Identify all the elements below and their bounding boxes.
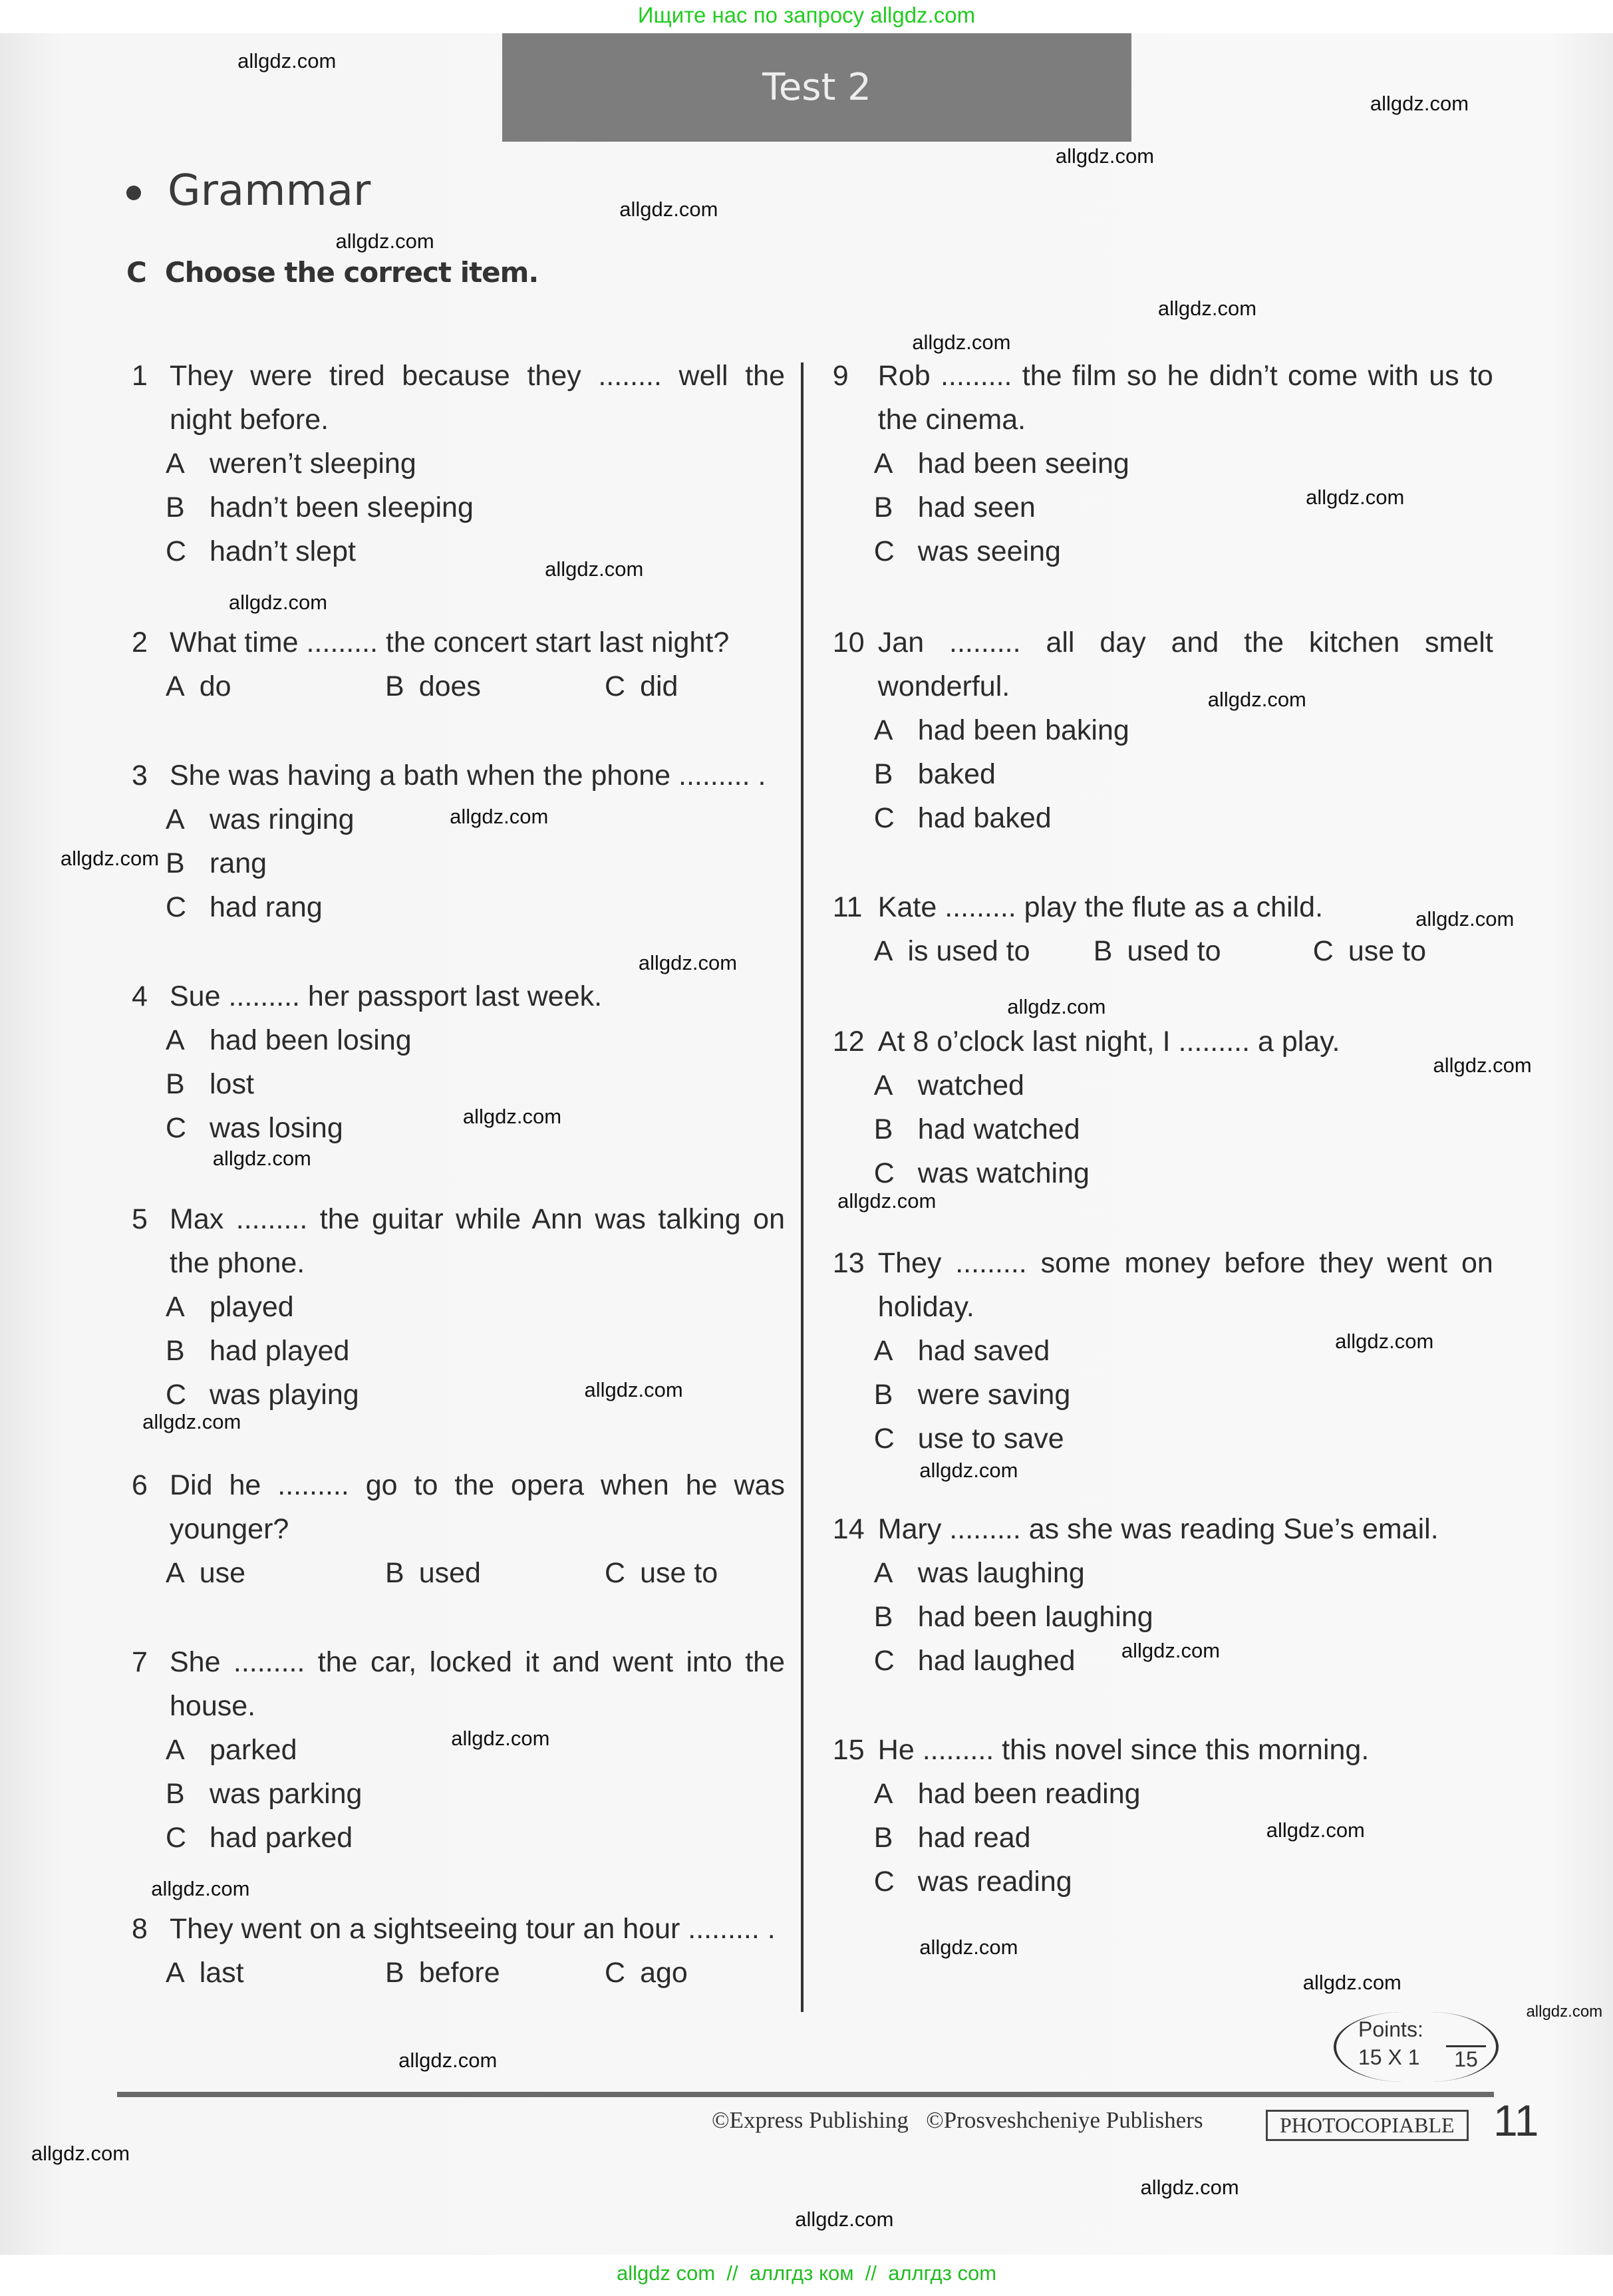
option-b[interactable] xyxy=(166,1772,785,1816)
watermark: allgdz.com xyxy=(60,847,160,871)
question-number: 5 xyxy=(132,1203,148,1235)
option-text: does xyxy=(418,670,481,702)
option-text: hadn’t slept xyxy=(210,535,356,568)
option-letter: C xyxy=(166,1378,187,1411)
question-number: 1 xyxy=(132,360,148,392)
photocopiable-badge: PHOTOCOPIABLE xyxy=(1266,2110,1469,2141)
watermark: allgdz.com xyxy=(228,591,328,615)
option-letter: B xyxy=(1093,935,1113,967)
option-c[interactable] xyxy=(873,529,1493,573)
option-a[interactable] xyxy=(873,708,1493,752)
option-a[interactable] xyxy=(873,1772,1493,1816)
option-letter: A xyxy=(166,1956,185,1989)
watermark: allgdz.com xyxy=(1157,297,1257,321)
bullet-icon xyxy=(126,186,141,200)
option-text: rang xyxy=(210,847,267,879)
option-text: was laughing xyxy=(917,1557,1085,1589)
option-letter: B xyxy=(166,847,185,879)
option-letter: C xyxy=(605,1557,626,1589)
option-letter: A xyxy=(166,803,185,835)
option-text: had been losing xyxy=(210,1024,412,1057)
option-text: had seen xyxy=(917,492,1036,524)
watermark: allgdz.com xyxy=(151,1877,250,1901)
option-b[interactable] xyxy=(873,1816,1493,1860)
option-b[interactable] xyxy=(873,1595,1493,1639)
option-letter: A xyxy=(166,448,185,480)
option-letter: B xyxy=(873,1601,893,1633)
option-c[interactable] xyxy=(605,664,678,708)
watermark: allgdz.com xyxy=(1121,1638,1221,1662)
option-text: do xyxy=(199,670,231,702)
section-title-text: Grammar xyxy=(168,166,371,215)
option-text: used to xyxy=(1127,935,1221,967)
option-a[interactable] xyxy=(166,1551,245,1595)
question-text: wonderful. xyxy=(877,670,1010,702)
option-b[interactable] xyxy=(1094,929,1221,973)
option-c[interactable] xyxy=(873,1860,1493,1904)
question-text: She ......... the car, locked it and went into the xyxy=(170,1646,785,1679)
option-c[interactable] xyxy=(166,1373,785,1417)
option-letter: B xyxy=(873,1113,893,1146)
option-b[interactable] xyxy=(873,1373,1493,1417)
option-c[interactable] xyxy=(873,796,1493,840)
option-letter: C xyxy=(873,1866,895,1898)
option-text: was playing xyxy=(210,1378,359,1411)
question-text: house. xyxy=(170,1690,256,1723)
question-text: At 8 o’clock last night, I ......... a play. xyxy=(877,1026,1340,1058)
question-number: 10 xyxy=(832,626,865,658)
option-text: had been seeing xyxy=(917,448,1129,480)
question-text: He ......... this novel since this morning. xyxy=(877,1734,1370,1767)
option-letter: B xyxy=(166,1778,185,1810)
option-text: had rang xyxy=(210,891,323,923)
watermark: allgdz.com xyxy=(919,1459,1018,1482)
question-text: Max ......... the guitar while Ann was talking on xyxy=(170,1203,785,1235)
option-letter: B xyxy=(166,492,185,524)
question-number: 13 xyxy=(832,1246,865,1279)
option-c[interactable] xyxy=(166,1816,785,1860)
option-a[interactable] xyxy=(873,1551,1493,1595)
option-text: use to save xyxy=(917,1422,1064,1455)
watermark: allgdz.com xyxy=(142,1410,241,1434)
option-letter: C xyxy=(166,535,187,568)
question-number: 15 xyxy=(832,1734,865,1767)
option-text: had played xyxy=(210,1334,350,1367)
instruction-text: Choose the correct item. xyxy=(164,256,539,289)
watermark: allgdz.com xyxy=(1526,2003,1603,2021)
page-number: 11 xyxy=(1493,2096,1539,2145)
watermark: allgdz.com xyxy=(1370,92,1469,116)
option-text: had been laughing xyxy=(917,1601,1153,1633)
option-b[interactable] xyxy=(873,752,1493,796)
option-text: had baked xyxy=(917,801,1052,834)
points-calc: 15 X 1 xyxy=(1358,2045,1420,2069)
question-number: 7 xyxy=(132,1646,148,1679)
footer-copyright: ©Express Publishing ©Prosveshcheniye Publishers xyxy=(712,2107,1203,2133)
option-letter: B xyxy=(873,1822,893,1854)
option-letter: B xyxy=(873,758,893,790)
option-text: parked xyxy=(210,1734,297,1767)
option-text: baked xyxy=(917,758,996,790)
option-a[interactable] xyxy=(166,1951,244,1995)
watermark: allgdz.com xyxy=(335,229,434,253)
option-letter: C xyxy=(873,1157,895,1190)
option-text: was ringing xyxy=(210,803,355,835)
option-letter: A xyxy=(166,1734,185,1767)
option-b[interactable] xyxy=(166,486,785,529)
question-text: the phone. xyxy=(170,1246,305,1279)
option-letter: C xyxy=(873,535,895,568)
option-letter: C xyxy=(605,1956,626,1989)
watermark: allgdz.com xyxy=(237,49,337,73)
instruction xyxy=(126,256,538,289)
option-letter: C xyxy=(166,1112,187,1145)
watermark: allgdz.com xyxy=(912,330,1011,354)
option-letter: C xyxy=(1312,935,1334,967)
option-text: use to xyxy=(1348,935,1426,967)
question-number: 6 xyxy=(132,1469,148,1501)
option-b[interactable] xyxy=(873,1107,1493,1151)
option-b[interactable] xyxy=(166,1062,785,1106)
top-banner: Ищите нас по запросу allgdz.com xyxy=(637,3,976,27)
watermark: allgdz.com xyxy=(1055,144,1155,168)
option-text: was parking xyxy=(210,1778,363,1810)
option-c[interactable] xyxy=(605,1951,688,1995)
watermark: allgdz.com xyxy=(1140,2176,1239,2199)
question-text: night before. xyxy=(170,404,329,436)
watermark: allgdz.com xyxy=(462,1104,562,1128)
option-c[interactable] xyxy=(166,529,785,573)
option-letter: A xyxy=(873,1557,893,1589)
question-text: younger? xyxy=(170,1513,289,1545)
option-letter: B xyxy=(166,1068,185,1101)
question-text: What time ......... the concert start last night? xyxy=(170,626,730,658)
option-text: is used to xyxy=(907,935,1030,967)
column-divider xyxy=(801,362,804,2012)
option-b[interactable] xyxy=(166,841,785,885)
test-title: Test 2 xyxy=(502,33,1131,142)
watermark: allgdz.com xyxy=(398,2048,498,2072)
option-letter: B xyxy=(873,492,893,524)
watermark: allgdz.com xyxy=(584,1378,683,1401)
option-text: was reading xyxy=(917,1866,1072,1898)
option-letter: B xyxy=(166,1334,185,1367)
watermark: allgdz.com xyxy=(638,950,738,974)
option-text: watched xyxy=(917,1070,1024,1102)
option-text: had watched xyxy=(917,1113,1080,1146)
watermark: allgdz.com xyxy=(450,804,549,828)
instruction-letter: C xyxy=(126,256,146,289)
option-letter: B xyxy=(385,1956,404,1989)
question-text: Sue ......... her passport last week. xyxy=(170,980,603,1013)
question-text: Kate ......... play the flute as a child. xyxy=(877,891,1324,923)
option-text: were saving xyxy=(917,1378,1071,1411)
watermark: allgdz.com xyxy=(919,1936,1018,1959)
option-a[interactable] xyxy=(874,929,1030,973)
question-text: Jan ......... all day and the kitchen smelt xyxy=(877,626,1493,658)
points-label: Points: xyxy=(1358,2017,1423,2041)
question-text: They went on a sightseeing tour an hour ......... . xyxy=(170,1912,776,1945)
option-letter: A xyxy=(166,1557,185,1589)
option-letter: A xyxy=(873,1778,893,1810)
option-text: ago xyxy=(640,1956,688,1989)
option-b[interactable] xyxy=(166,1329,785,1373)
option-text: had been reading xyxy=(917,1778,1141,1810)
option-letter: A xyxy=(873,448,893,480)
watermark: allgdz.com xyxy=(1335,1330,1434,1354)
option-a[interactable] xyxy=(166,442,785,486)
option-c[interactable] xyxy=(605,1551,718,1595)
watermark: allgdz.com xyxy=(545,557,644,581)
option-text: weren’t sleeping xyxy=(210,448,416,480)
watermark: allgdz.com xyxy=(795,2208,894,2231)
watermark: allgdz.com xyxy=(451,1726,550,1750)
option-c[interactable] xyxy=(873,1417,1493,1461)
option-letter: A xyxy=(873,714,893,746)
question-text: She was having a bath when the phone ......... . xyxy=(170,760,766,791)
option-letter: C xyxy=(166,891,187,923)
watermark: allgdz.com xyxy=(1433,1053,1532,1077)
option-text: before xyxy=(418,1956,500,1989)
option-text: used xyxy=(418,1557,481,1589)
option-text: had parked xyxy=(210,1822,353,1854)
option-text: was seeing xyxy=(917,535,1061,568)
question-number: 14 xyxy=(832,1513,865,1545)
option-text: last xyxy=(199,1956,244,1989)
question-number: 9 xyxy=(832,360,849,392)
option-letter: A xyxy=(166,670,185,702)
question-text: They were tired because they ........ well the xyxy=(170,360,785,392)
watermark: allgdz.com xyxy=(1302,1971,1401,1994)
option-a[interactable] xyxy=(166,664,231,708)
question-number: 12 xyxy=(832,1026,865,1058)
option-letter: A xyxy=(166,1290,185,1323)
question-number: 11 xyxy=(832,891,863,923)
watermark: allgdz.com xyxy=(1306,486,1405,509)
option-text: use xyxy=(199,1557,246,1589)
bottom-banner: allgdz com // аллгдз ком // аллгдз com xyxy=(616,2261,997,2285)
question-number: 3 xyxy=(132,760,148,791)
option-letter: A xyxy=(873,1334,893,1367)
question-text: Did he ......... go to the opera when he was xyxy=(170,1469,785,1501)
watermark: allgdz.com xyxy=(1007,994,1106,1018)
option-a[interactable] xyxy=(873,1064,1493,1107)
section-title xyxy=(126,166,370,215)
option-a[interactable] xyxy=(873,442,1493,486)
question-text: They ......... some money before they went on xyxy=(877,1246,1493,1279)
watermark: allgdz.com xyxy=(212,1147,311,1171)
option-letter: A xyxy=(873,1070,893,1102)
option-text: was losing xyxy=(210,1112,343,1145)
option-c[interactable] xyxy=(873,1151,1493,1195)
watermark: allgdz.com xyxy=(619,197,718,221)
option-letter: A xyxy=(873,935,893,967)
footer-rule xyxy=(117,2092,1494,2097)
option-text: played xyxy=(210,1290,294,1323)
option-c[interactable] xyxy=(1313,929,1426,973)
option-a[interactable] xyxy=(166,1018,785,1062)
option-letter: C xyxy=(873,1645,895,1677)
question-text: the cinema. xyxy=(877,404,1026,436)
option-b[interactable] xyxy=(385,1951,500,1995)
option-text: hadn’t been sleeping xyxy=(210,492,474,524)
question-number: 2 xyxy=(132,626,148,658)
option-text: use to xyxy=(640,1557,718,1589)
question-text: Rob ......... the film so he didn’t come with us to xyxy=(877,360,1493,392)
option-text: had laughed xyxy=(917,1645,1076,1677)
option-letter: C xyxy=(166,1822,187,1854)
option-letter: C xyxy=(873,801,895,834)
option-text: did xyxy=(640,670,678,702)
option-letter: A xyxy=(166,1024,185,1057)
option-letter: B xyxy=(385,670,404,702)
question-number: 4 xyxy=(132,980,148,1013)
watermark: allgdz.com xyxy=(1207,687,1306,711)
option-a[interactable] xyxy=(166,1285,785,1329)
option-text: was watching xyxy=(917,1157,1090,1190)
option-b[interactable] xyxy=(385,664,481,708)
watermark: allgdz.com xyxy=(1415,907,1515,931)
option-text: had read xyxy=(917,1822,1031,1854)
watermark: allgdz.com xyxy=(31,2142,130,2166)
option-text: had saved xyxy=(917,1334,1050,1367)
points-box xyxy=(1334,2012,1499,2082)
question-text: Mary ......... as she was reading Sue’s email. xyxy=(877,1513,1439,1545)
option-letter: B xyxy=(873,1378,893,1411)
option-c[interactable] xyxy=(166,885,785,929)
option-letter: C xyxy=(873,1422,895,1455)
watermark: allgdz.com xyxy=(837,1189,937,1213)
watermark: allgdz.com xyxy=(1266,1818,1365,1842)
question-number: 8 xyxy=(132,1912,148,1945)
question-text: holiday. xyxy=(877,1290,974,1323)
option-text: lost xyxy=(210,1068,254,1101)
option-text: had been baking xyxy=(917,714,1129,746)
points-total: 15 xyxy=(1446,2045,1486,2072)
option-b[interactable] xyxy=(385,1551,481,1595)
option-letter: B xyxy=(385,1557,404,1589)
option-letter: C xyxy=(605,670,626,702)
